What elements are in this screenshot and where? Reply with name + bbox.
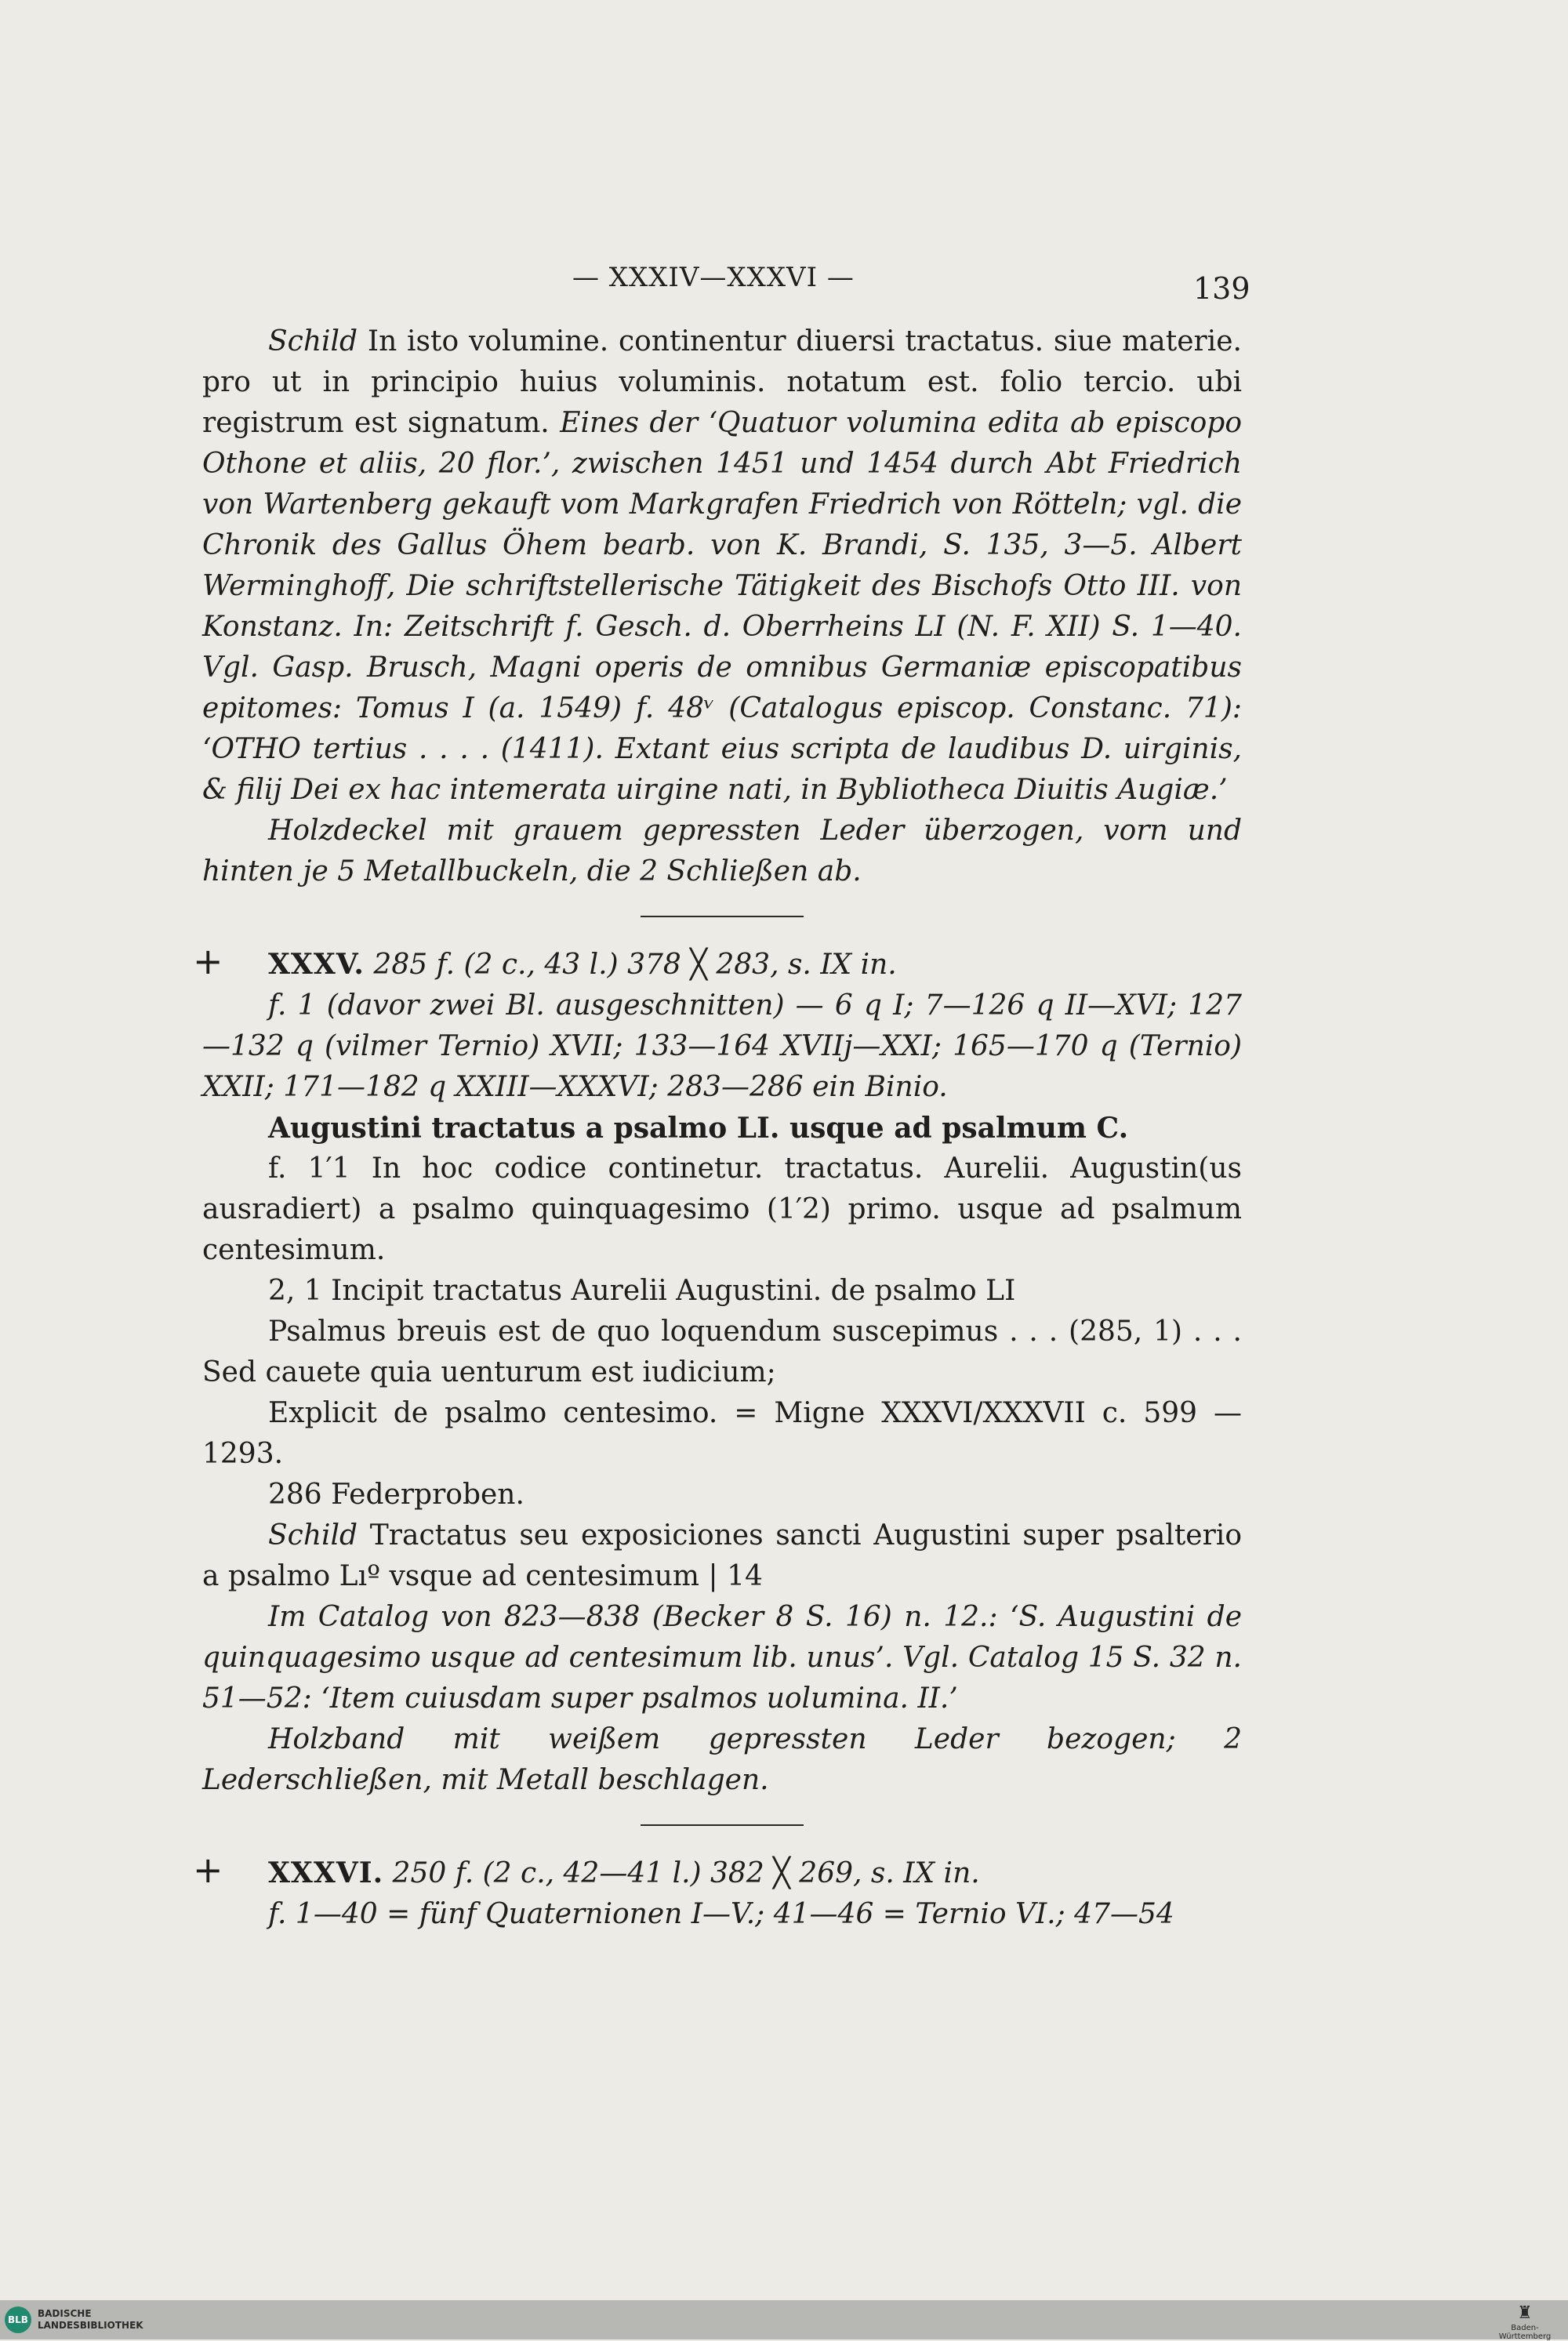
- xxxv-line-5: 286 Federproben.: [268, 1479, 524, 1511]
- schild-text: In isto volumine. continentur diuersi tractatus. siue materie. pro ut in principio huius voluminis. notatum est. folio tercio. ubi registrum est signatum.: [202, 325, 1242, 439]
- xxxiv-paragraph-1: [202, 321, 1242, 811]
- section-divider: [641, 916, 804, 917]
- xxxvi-heading: [193, 1849, 1242, 1894]
- blb-logo-icon[interactable]: BLB: [5, 2307, 31, 2333]
- page-body: [193, 321, 1242, 1935]
- section-divider: [641, 1824, 804, 1826]
- xxxv-line-3: Psalmus breuis est de quo loquendum suscepimus . . . (285, 1) . . . Sed cauete quia uenturum est iudicium;: [202, 1316, 1242, 1388]
- page-header: [0, 262, 1568, 309]
- running-head: — XXXIV—XXXVI —: [572, 262, 855, 293]
- xxxv-line-8: Holzband mit weißem gepressten Leder bezogen; 2 Lederschließen, mit Metall beschlagen.: [202, 1723, 1242, 1796]
- schild-label: Schild: [268, 325, 358, 358]
- xxxv-heading: [193, 940, 1242, 985]
- plus-mark: +: [193, 940, 223, 982]
- plus-mark: +: [193, 1849, 223, 1891]
- xxxv-line-1: f. 1′1 In hoc codice continetur. tractatus. Aurelii. Augustin(us ausradiert) a psalmo quinquagesimo (1′2) primo. usque ad psalmum centesimum.: [202, 1152, 1242, 1266]
- xxxv-line-7: Im Catalog von 823—838 (Becker 8 S. 16) n. 12.: ‘S. Augustini de quinquagesimo usque ad centesimum lib. unus’. Vgl. Catalog 15 S. 32 n. 51—52: ‘Item cuiusdam super psalmos uolumina. II.’: [202, 1601, 1242, 1715]
- page-number: 139: [1193, 271, 1250, 306]
- xxxv-line-4: Explicit de psalmo centesimo. = Migne XXXVI/XXXVII c. 599 —1293.: [202, 1397, 1242, 1470]
- xxxvi-description: 250 f. (2 c., 42—41 l.) 382 ╳ 269, s. IX in.: [383, 1857, 980, 1889]
- viewer-footer: [0, 2300, 1568, 2339]
- xxxiv-commentary: Eines der ‘Quatuor volumina edita ab episcopo Othone et aliis, 20 flor.’, zwischen 1451 und 1454 durch Abt Friedrich von Wartenberg gekauft vom Markgrafen Friedrich von Rötteln; vgl. die Chronik des Gallus Öhem bearb. von K. Brandi, S. 135, 3—5. Albert Werminghoff, Die schriftstellerische Tätigkeit des Bischofs Otto III. von Konstanz. In: Zeitschrift f. Gesch. d. Oberrheins LI (N. F. XII) S. 1—40. Vgl. Gasp. Brusch, Magni operis de omnibus Germaniæ episcopatibus epitomes: Tomus I (a. 1549) f. 48ᵛ (Catalogus episcop. Constanc. 71): ‘OTHO tertius . . . . (1411). Extant eius scripta de laudibus D. uirginis, & filij Dei ex hac intemerata uirgine nati, in Bybliotheca Diuitis Augiæ.’: [202, 407, 1242, 806]
- xxxv-line-6: Schild Tractatus seu exposiciones sancti Augustini super psalterio a psalmo Lıº vsque ad centesimum | 14: [202, 1519, 1242, 1592]
- xxxvi-collation: f. 1—40 = fünf Quaternionen I—V.; 41—46 = Ternio VI.; 47—54: [268, 1898, 1174, 1930]
- bw-text: Baden-Württemberg: [1498, 2324, 1552, 2341]
- xxxv-collation: f. 1 (davor zwei Bl. ausgeschnitten) — 6 q I; 7—126 q II—XVI; 127—132 q (vilmer Ternio) XVII; 133—164 XVIIj—XXI; 165—170 q (Ternio) XXII; 171—182 q XXIII—XXXVI; 283—286 ein Binio.: [202, 989, 1242, 1103]
- xxxvi-number: XXXVI.: [268, 1856, 384, 1889]
- bw-logo[interactable]: [1490, 2303, 1560, 2341]
- bw-crest-icon: ♜: [1517, 2303, 1533, 2323]
- xxxv-description: 285 f. (2 c., 43 l.) 378 ╳ 283, s. IX in.: [364, 949, 897, 981]
- xxxv-number: XXXV.: [268, 948, 365, 981]
- library-name: BADISCHE LANDESBIBLIOTHEK: [38, 2308, 143, 2331]
- xxxv-title: Augustini tractatus a psalmo LI. usque ad psalmum C.: [268, 1112, 1129, 1145]
- xxxiv-binding: Holzdeckel mit grauem gepressten Leder überzogen, vorn und hinten je 5 Metallbuckeln, die 2 Schließen ab.: [202, 815, 1242, 887]
- xxxv-line-2: 2, 1 Incipit tractatus Aurelii Augustini. de psalmo LI: [268, 1275, 1016, 1307]
